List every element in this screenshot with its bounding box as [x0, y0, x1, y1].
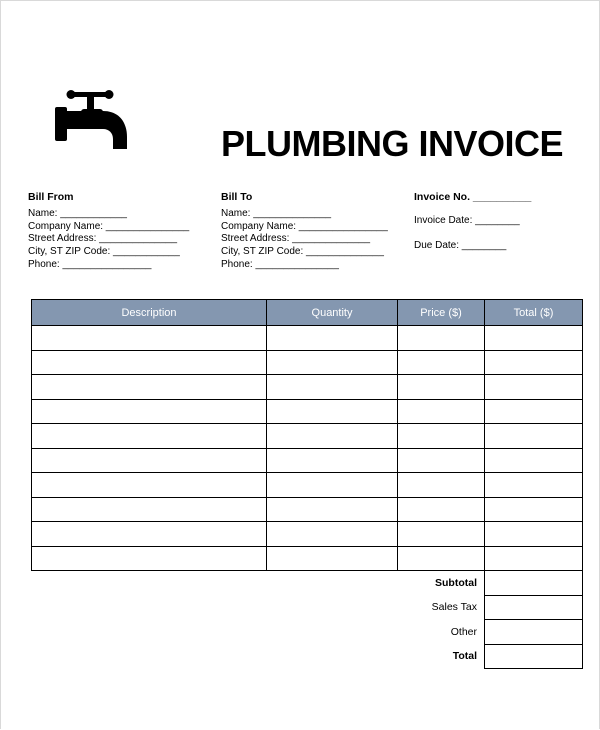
table-row — [32, 497, 583, 522]
price-cell[interactable] — [398, 375, 485, 400]
total-cell[interactable] — [485, 448, 583, 473]
total-cell[interactable] — [485, 497, 583, 522]
table-row — [32, 546, 583, 571]
description-cell[interactable] — [32, 424, 267, 449]
total-cell[interactable] — [485, 375, 583, 400]
quantity-cell[interactable] — [267, 497, 398, 522]
total-cell[interactable] — [485, 350, 583, 375]
bill-from-section — [28, 191, 189, 272]
bill-to-heading: Bill To — [221, 191, 253, 203]
description-cell[interactable] — [32, 448, 267, 473]
total-cell[interactable] — [485, 326, 583, 351]
faucet-icon — [53, 89, 131, 153]
summary-row-other — [32, 620, 583, 645]
quantity-cell[interactable] — [267, 546, 398, 571]
price-cell[interactable] — [398, 448, 485, 473]
header-total: Total ($) — [485, 300, 583, 326]
summary-spacer — [32, 571, 267, 596]
description-cell[interactable] — [32, 350, 267, 375]
other-value-cell[interactable] — [485, 620, 583, 645]
price-cell[interactable] — [398, 326, 485, 351]
quantity-cell[interactable] — [267, 522, 398, 547]
other-label: Other — [450, 625, 477, 638]
bill-from-street: Street Address: ______________ — [28, 233, 178, 245]
table-header-row — [32, 300, 583, 326]
quantity-cell[interactable] — [267, 375, 398, 400]
header-description: Description — [32, 300, 267, 326]
price-cell[interactable] — [398, 399, 485, 424]
summary-row-sales-tax — [32, 595, 583, 620]
header-price: Price ($) — [398, 300, 485, 326]
quantity-cell[interactable] — [267, 399, 398, 424]
bill-from-heading: Bill From — [28, 191, 74, 203]
total-cell[interactable] — [485, 546, 583, 571]
description-cell[interactable] — [32, 497, 267, 522]
description-cell[interactable] — [32, 375, 267, 400]
price-cell[interactable] — [398, 424, 485, 449]
table-row — [32, 350, 583, 375]
line-items-table — [31, 299, 583, 669]
price-cell[interactable] — [398, 497, 485, 522]
sales-tax-value-cell[interactable] — [485, 595, 583, 620]
subtotal-label: Subtotal — [435, 577, 477, 589]
description-cell[interactable] — [32, 326, 267, 351]
summary-row-subtotal — [32, 571, 583, 596]
table-row — [32, 473, 583, 498]
bill-to-name: Name: ______________ — [221, 207, 332, 219]
invoice-info-section — [414, 191, 531, 264]
invoice-title: PLUMBING INVOICE — [221, 123, 564, 164]
header-quantity: Quantity — [267, 300, 398, 326]
bill-from-city: City, ST ZIP Code: ____________ — [28, 246, 180, 258]
sales-tax-label: Sales Tax — [431, 601, 477, 614]
quantity-cell[interactable] — [267, 326, 398, 351]
summary-spacer — [32, 644, 267, 669]
bill-to-phone: Phone: _______________ — [221, 258, 339, 270]
description-cell[interactable] — [32, 522, 267, 547]
table-row — [32, 326, 583, 351]
bill-to-city: City, ST ZIP Code: ______________ — [221, 246, 384, 258]
summary-row-total — [32, 644, 583, 669]
price-cell[interactable] — [398, 473, 485, 498]
description-cell[interactable] — [32, 546, 267, 571]
price-cell[interactable] — [398, 522, 485, 547]
summary-spacer — [32, 595, 267, 620]
quantity-cell[interactable] — [267, 448, 398, 473]
quantity-cell[interactable] — [267, 473, 398, 498]
bill-from-name: Name: ____________ — [28, 207, 127, 219]
total-cell[interactable] — [485, 424, 583, 449]
invoice-date-label: Invoice Date: ________ — [414, 214, 520, 226]
summary-spacer — [32, 620, 267, 645]
total-cell[interactable] — [485, 399, 583, 424]
price-cell[interactable] — [398, 350, 485, 375]
total-cell[interactable] — [485, 473, 583, 498]
quantity-cell[interactable] — [267, 350, 398, 375]
bill-to-section — [221, 191, 388, 272]
table-row — [32, 448, 583, 473]
invoice-number-label: Invoice No. __________ — [414, 191, 532, 203]
total-label: Total — [452, 650, 477, 663]
description-cell[interactable] — [32, 473, 267, 498]
subtotal-value-cell[interactable] — [485, 571, 583, 596]
due-date-label: Due Date: ________ — [414, 239, 507, 251]
quantity-cell[interactable] — [267, 424, 398, 449]
bill-from-company: Company Name: _______________ — [28, 220, 190, 232]
total-cell[interactable] — [485, 522, 583, 547]
table-row — [32, 424, 583, 449]
table-row — [32, 399, 583, 424]
bill-from-phone: Phone: ________________ — [28, 258, 152, 270]
price-cell[interactable] — [398, 546, 485, 571]
bill-to-company: Company Name: ________________ — [221, 220, 388, 232]
bill-to-street: Street Address: ______________ — [221, 233, 371, 245]
total-value-cell[interactable] — [485, 644, 583, 669]
description-cell[interactable] — [32, 399, 267, 424]
table-row — [32, 375, 583, 400]
table-row — [32, 522, 583, 547]
